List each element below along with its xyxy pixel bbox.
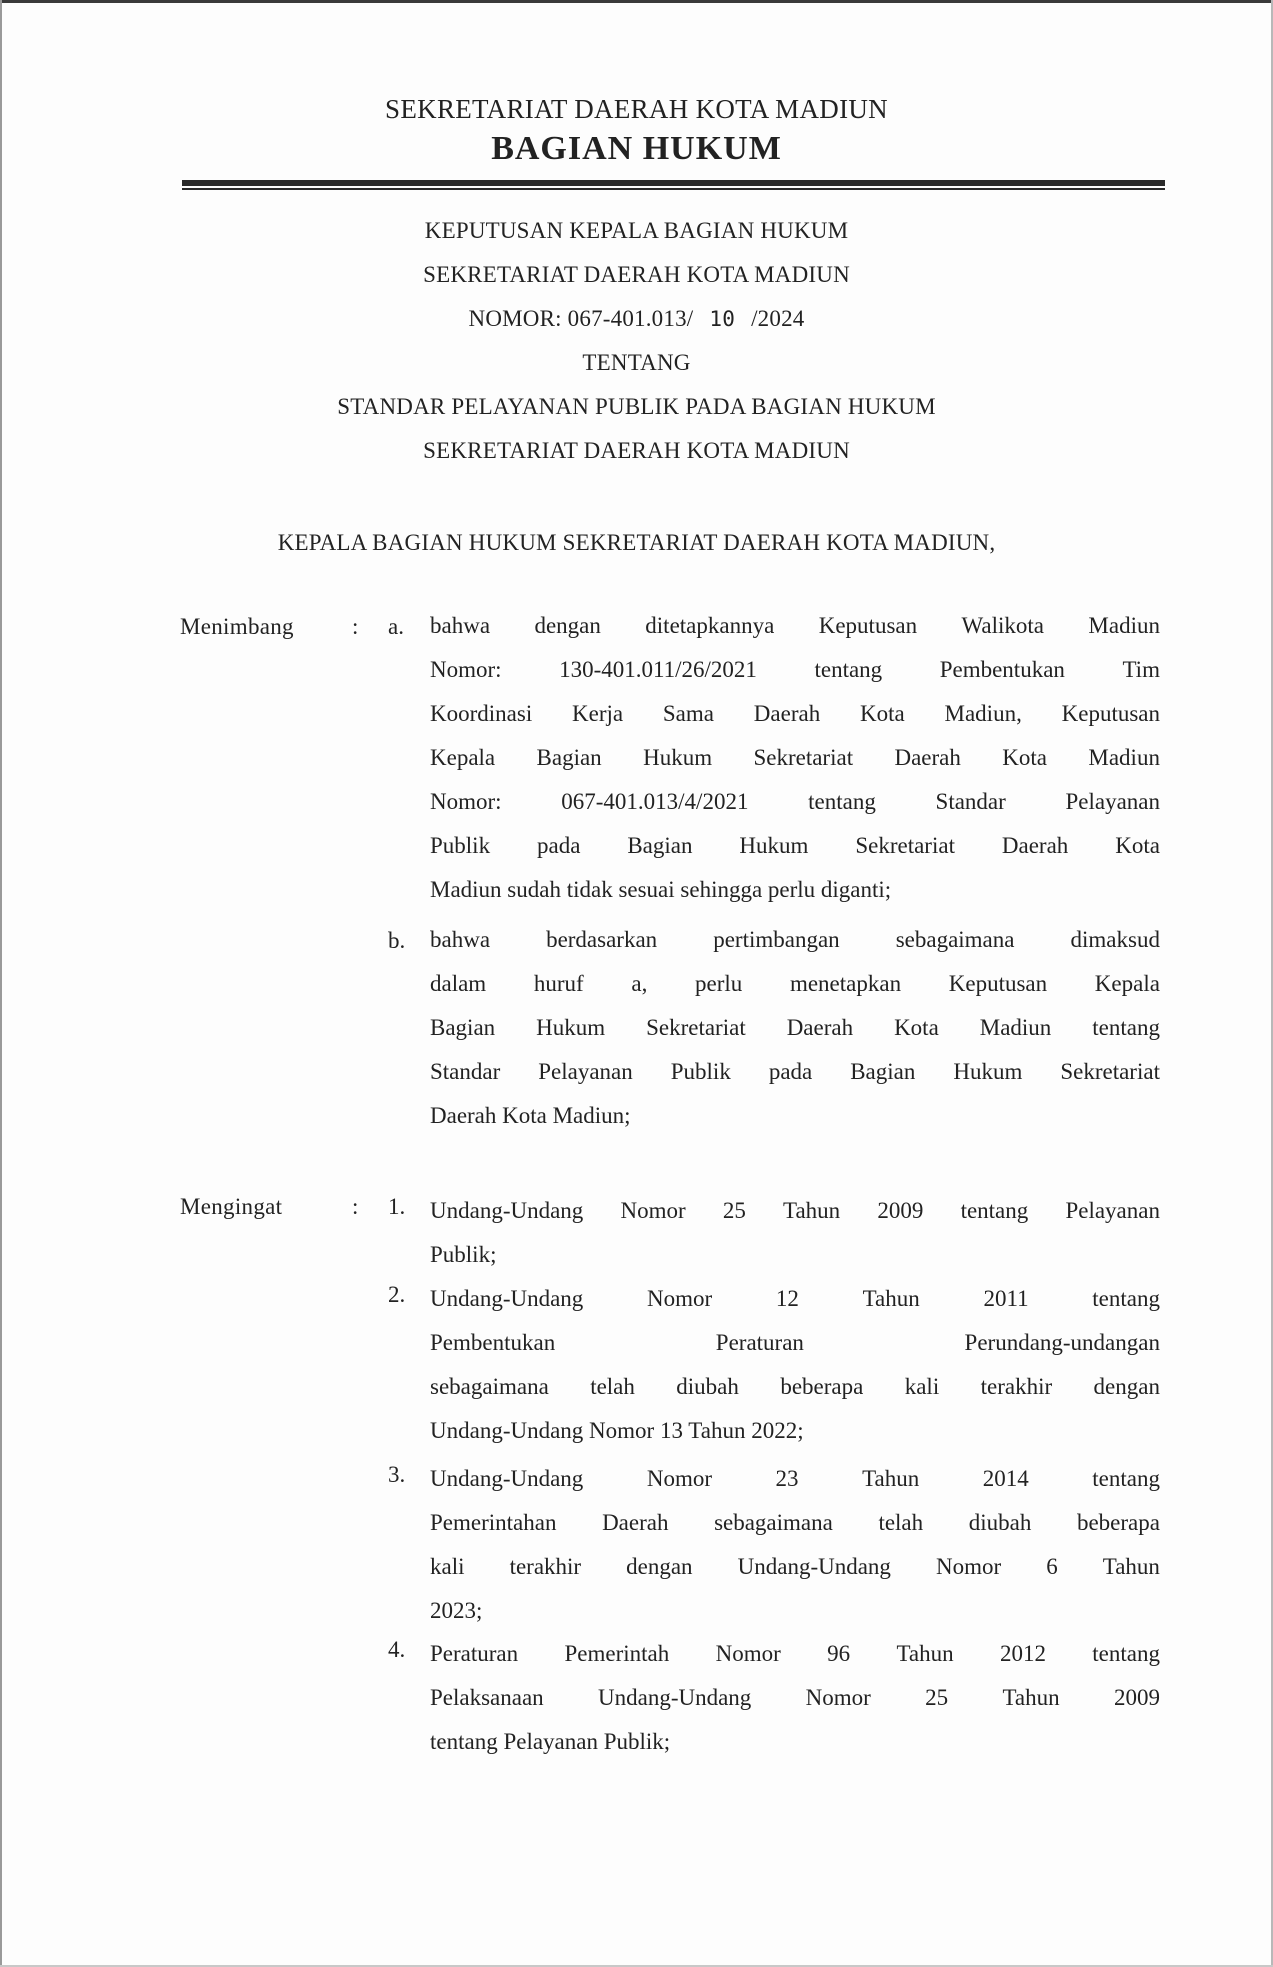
word: Peraturan: [430, 1641, 519, 1666]
decree-title-line-1: KEPUTUSAN KEPALA BAGIAN HUKUM: [424, 218, 849, 243]
word: telah: [878, 1510, 924, 1535]
word: bahwa: [430, 927, 491, 952]
word: Pelayanan: [1065, 789, 1160, 814]
word: tentang: [1092, 1466, 1160, 1491]
word: Pelayanan: [538, 1059, 633, 1084]
word: bahwa: [430, 613, 491, 638]
letterhead-rule-thin: [182, 188, 1165, 190]
word: tentang: [960, 1198, 1029, 1223]
menimbang-a-line: [430, 697, 1160, 731]
word: Kepala: [430, 745, 496, 770]
word: Undang-Undang: [430, 1286, 584, 1311]
word: huruf: [533, 971, 584, 996]
word: dengan: [1093, 1374, 1160, 1399]
menimbang-b-line: [430, 967, 1160, 1001]
word: Pemerintah: [564, 1641, 670, 1666]
word: dimaksud: [1070, 927, 1160, 952]
word: Bagian: [627, 833, 693, 858]
word: 12: [775, 1286, 799, 1311]
word: Hukum: [953, 1059, 1023, 1084]
word: Keputusan: [948, 971, 1048, 996]
mengingat-3-line: [430, 1506, 1160, 1540]
mengingat-2-line: Undang-Undang Nomor 13 Tahun 2022;: [430, 1418, 804, 1443]
menimbang-a-line: [430, 829, 1160, 863]
word: ditetapkannya: [645, 613, 775, 638]
word: 96: [827, 1641, 851, 1666]
word: Undang-Undang: [430, 1198, 584, 1223]
word: terakhir: [509, 1554, 582, 1579]
scan-edge-left: [0, 0, 2, 1967]
decree-number-value: 10: [709, 307, 736, 331]
issuer-title: KEPALA BAGIAN HUKUM SEKRETARIAT DAERAH KOTA MADIUN,: [277, 530, 996, 555]
mengingat-colon: :: [352, 1194, 359, 1219]
decree-subject-line-2: SEKRETARIAT DAERAH KOTA MADIUN: [423, 438, 850, 463]
word: Bagian: [430, 1015, 496, 1040]
word: Walikota: [961, 613, 1044, 638]
word: menetapkan: [789, 971, 902, 996]
word: 23: [775, 1466, 799, 1491]
mengingat-label: Mengingat: [180, 1194, 283, 1219]
word: Nomor:: [430, 789, 502, 814]
word: Tim: [1122, 657, 1160, 682]
word: Nomor: [805, 1685, 871, 1710]
word: Daerah: [894, 745, 961, 770]
word: 2009: [877, 1198, 924, 1223]
word: Kota: [1115, 833, 1160, 858]
word: diubah: [676, 1374, 739, 1399]
menimbang-b-line: Daerah Kota Madiun;: [430, 1103, 631, 1128]
letterhead-department: BAGIAN HUKUM: [491, 130, 782, 167]
mengingat-marker-1: 1.: [388, 1194, 406, 1219]
word: Nomor:: [430, 657, 502, 682]
word: Sekretariat: [1060, 1059, 1160, 1084]
word: Standar: [430, 1059, 501, 1084]
word: Keputusan: [1061, 701, 1160, 726]
word: pada: [768, 1059, 813, 1084]
word: 2011: [983, 1286, 1029, 1311]
mengingat-1-line: Publik;: [430, 1242, 497, 1267]
word: Pembentukan: [939, 657, 1065, 682]
word: 2012: [999, 1641, 1046, 1666]
word: beberapa: [780, 1374, 864, 1399]
mengingat-4-line: tentang Pelayanan Publik;: [430, 1729, 671, 1754]
word: Tahun: [862, 1466, 920, 1491]
mengingat-1-line: [430, 1194, 1160, 1228]
word: berdasarkan: [546, 927, 658, 952]
mengingat-3-line: 2023;: [430, 1598, 483, 1623]
word: sebagaimana: [895, 927, 1015, 952]
word: Pelayanan: [1065, 1198, 1160, 1223]
menimbang-b-line: [430, 1055, 1160, 1089]
word: 067-401.013/4/2021: [561, 789, 749, 814]
menimbang-a-line: [430, 741, 1160, 775]
word: Sama: [662, 701, 714, 726]
word: Madiun: [1088, 613, 1160, 638]
decree-number: [0, 306, 1273, 332]
menimbang-label: Menimbang: [180, 614, 294, 639]
mengingat-4-line: [430, 1681, 1160, 1715]
letterhead-rule-thick: [182, 180, 1165, 186]
word: Pelaksanaan: [430, 1685, 544, 1710]
menimbang-a-line: [430, 609, 1160, 643]
mengingat-marker-3: 3.: [388, 1462, 406, 1487]
word: Tahun: [896, 1641, 954, 1666]
word: Kota: [860, 701, 905, 726]
word: Sekretariat: [753, 745, 854, 770]
word: Tahun: [1002, 1685, 1060, 1710]
word: Bagian: [536, 745, 602, 770]
word: Madiun: [979, 1015, 1052, 1040]
word: Undang-Undang: [737, 1554, 891, 1579]
word: tentang: [1092, 1286, 1160, 1311]
word: 25: [925, 1685, 949, 1710]
decree-number-prefix: NOMOR: 067-401.013/: [468, 306, 694, 331]
word: Daerah: [602, 1510, 669, 1535]
word: Daerah: [1001, 833, 1069, 858]
menimbang-marker-b: b.: [388, 928, 406, 953]
word: Sekretariat: [855, 833, 955, 858]
word: Nomor: [646, 1466, 712, 1491]
word: Tahun: [1102, 1554, 1160, 1579]
word: pada: [537, 833, 581, 858]
decree-number-suffix: /2024: [751, 306, 805, 331]
word: tentang: [1092, 1641, 1160, 1666]
mengingat-2-line: [430, 1326, 1160, 1360]
menimbang-a-line: [430, 785, 1160, 819]
word: Undang-Undang: [598, 1685, 752, 1710]
word: perlu: [695, 971, 743, 996]
word: sebagaimana: [714, 1510, 833, 1535]
menimbang-marker-a: a.: [388, 614, 404, 639]
decree-subject-line-1: STANDAR PELAYANAN PUBLIK PADA BAGIAN HUKUM: [337, 394, 936, 419]
mengingat-2-line: [430, 1370, 1160, 1404]
word: Nomor: [715, 1641, 781, 1666]
word: Daerah: [753, 701, 821, 726]
word: 2014: [982, 1466, 1029, 1491]
menimbang-b-line: [430, 1011, 1160, 1045]
word: a,: [631, 971, 648, 996]
word: Perundang-undangan: [964, 1330, 1160, 1355]
scan-edge-top: [0, 0, 1273, 3]
word: Peraturan: [715, 1330, 804, 1355]
word: Bagian: [850, 1059, 916, 1084]
word: 130-401.011/26/2021: [559, 657, 757, 682]
mengingat-3-line: [430, 1550, 1160, 1584]
word: tentang: [814, 657, 883, 682]
word: Tahun: [783, 1198, 841, 1223]
word: beberapa: [1076, 1510, 1160, 1535]
word: 2009: [1113, 1685, 1160, 1710]
word: Publik: [670, 1059, 731, 1084]
word: Nomor: [935, 1554, 1002, 1579]
menimbang-a-line: Madiun sudah tidak sesuai sehingga perlu diganti;: [430, 877, 892, 902]
word: pertimbangan: [713, 927, 840, 952]
word: Tahun: [862, 1286, 920, 1311]
word: Hukum: [739, 833, 809, 858]
word: Nomor: [620, 1198, 686, 1223]
word: terakhir: [980, 1374, 1053, 1399]
word: Kerja: [572, 701, 624, 726]
word: 6: [1046, 1554, 1058, 1579]
word: Kota: [1002, 745, 1047, 770]
word: Undang-Undang: [430, 1466, 584, 1491]
mengingat-marker-2: 2.: [388, 1282, 406, 1307]
decree-about: TENTANG: [582, 350, 691, 375]
letterhead-organization: SEKRETARIAT DAERAH KOTA MADIUN: [385, 94, 888, 124]
word: Madiun,: [944, 701, 1022, 726]
word: Keputusan: [818, 613, 918, 638]
word: tentang: [808, 789, 876, 814]
mengingat-2-line: [430, 1282, 1160, 1316]
word: sebagaimana: [430, 1374, 549, 1399]
word: Kota: [894, 1015, 939, 1040]
menimbang-b-line: [430, 923, 1160, 957]
word: Koordinasi: [430, 701, 533, 726]
word: Kepala: [1094, 971, 1160, 996]
word: Publik: [430, 833, 491, 858]
word: Daerah: [786, 1015, 854, 1040]
word: kali: [904, 1374, 940, 1399]
word: Hukum: [536, 1015, 606, 1040]
word: 25: [722, 1198, 746, 1223]
word: kali: [430, 1554, 465, 1579]
decree-title-line-2: SEKRETARIAT DAERAH KOTA MADIUN: [423, 262, 850, 287]
mengingat-marker-4: 4.: [388, 1637, 406, 1662]
word: tentang: [1092, 1015, 1160, 1040]
word: Madiun: [1088, 745, 1160, 770]
word: dengan: [534, 613, 601, 638]
word: Hukum: [643, 745, 713, 770]
menimbang-colon: :: [352, 614, 359, 639]
word: Standar: [935, 789, 1006, 814]
word: diubah: [968, 1510, 1032, 1535]
mengingat-4-line: [430, 1637, 1160, 1671]
word: telah: [590, 1374, 635, 1399]
word: dengan: [626, 1554, 693, 1579]
word: Pemerintahan: [430, 1510, 557, 1535]
word: dalam: [430, 971, 487, 996]
mengingat-3-line: [430, 1462, 1160, 1496]
word: Nomor: [647, 1286, 713, 1311]
word: Pembentukan: [430, 1330, 556, 1355]
menimbang-a-line: [430, 653, 1160, 687]
word: Sekretariat: [646, 1015, 746, 1040]
